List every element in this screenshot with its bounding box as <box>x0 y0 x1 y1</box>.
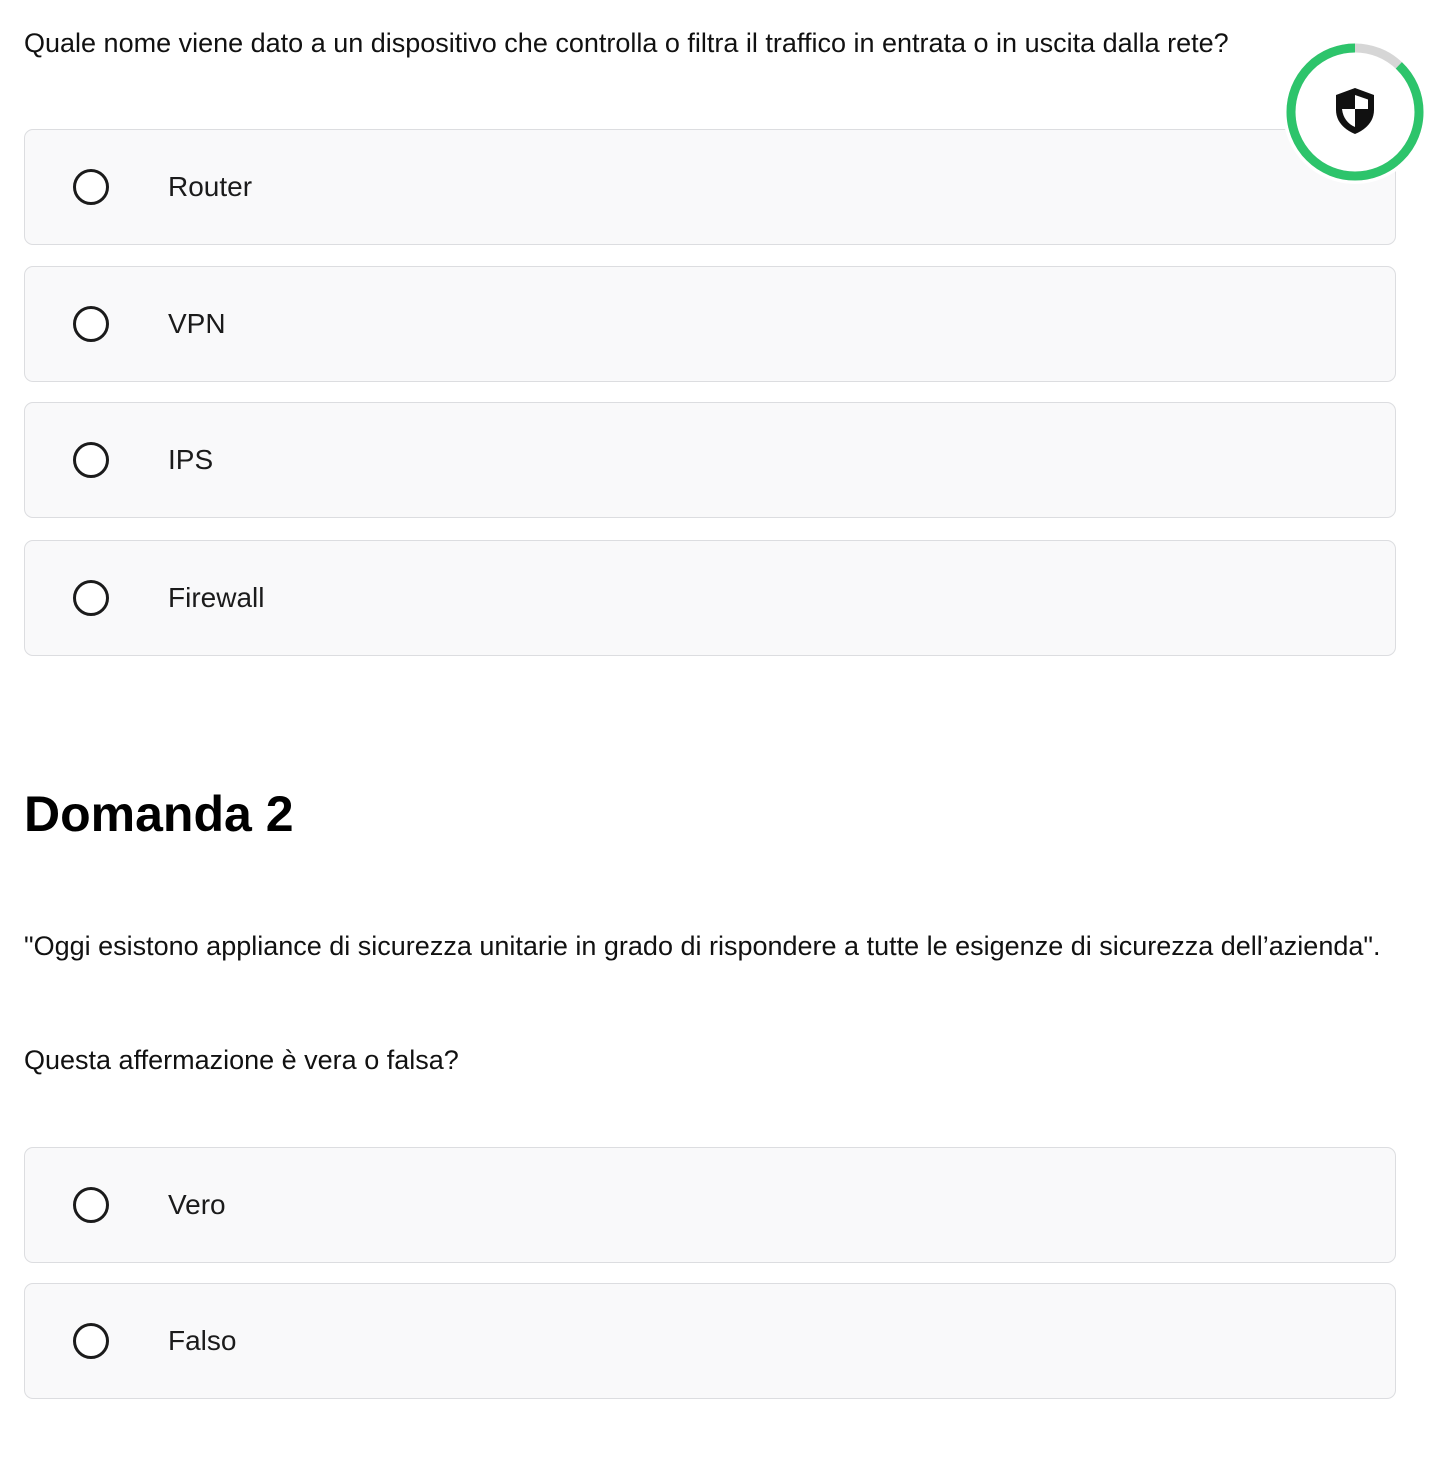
question-2-prompt: Questa affermazione è vera o falsa? <box>24 1045 459 1075</box>
shield-icon <box>1336 88 1374 134</box>
option-vero[interactable] <box>24 1147 1396 1263</box>
question-2-heading: Domanda 2 <box>24 786 294 842</box>
radio-button[interactable] <box>73 169 109 205</box>
option-vpn[interactable] <box>24 266 1396 382</box>
option-falso[interactable] <box>24 1283 1396 1399</box>
radio-button[interactable] <box>73 1323 109 1359</box>
security-progress-widget[interactable] <box>1283 40 1427 184</box>
question-2-statement: "Oggi esistono appliance di sicurezza unitarie in grado di rispondere a tutte le esigenze di sicurezza dell’azienda". <box>24 931 1381 961</box>
option-label: Firewall <box>168 582 265 613</box>
option-firewall[interactable] <box>24 540 1396 656</box>
radio-button[interactable] <box>73 442 109 478</box>
option-label: IPS <box>168 444 214 475</box>
option-label: VPN <box>168 308 226 339</box>
radio-button[interactable] <box>73 580 109 616</box>
radio-button[interactable] <box>73 306 109 342</box>
option-label: Vero <box>168 1189 226 1220</box>
option-label: Falso <box>168 1325 237 1356</box>
option-label: Router <box>168 171 253 202</box>
option-ips[interactable] <box>24 402 1396 518</box>
radio-button[interactable] <box>73 1187 109 1223</box>
option-router[interactable] <box>24 129 1396 245</box>
question-1-text: Quale nome viene dato a un dispositivo che controlla o filtra il traffico in entrata o in uscita dalla rete? <box>24 28 1229 58</box>
